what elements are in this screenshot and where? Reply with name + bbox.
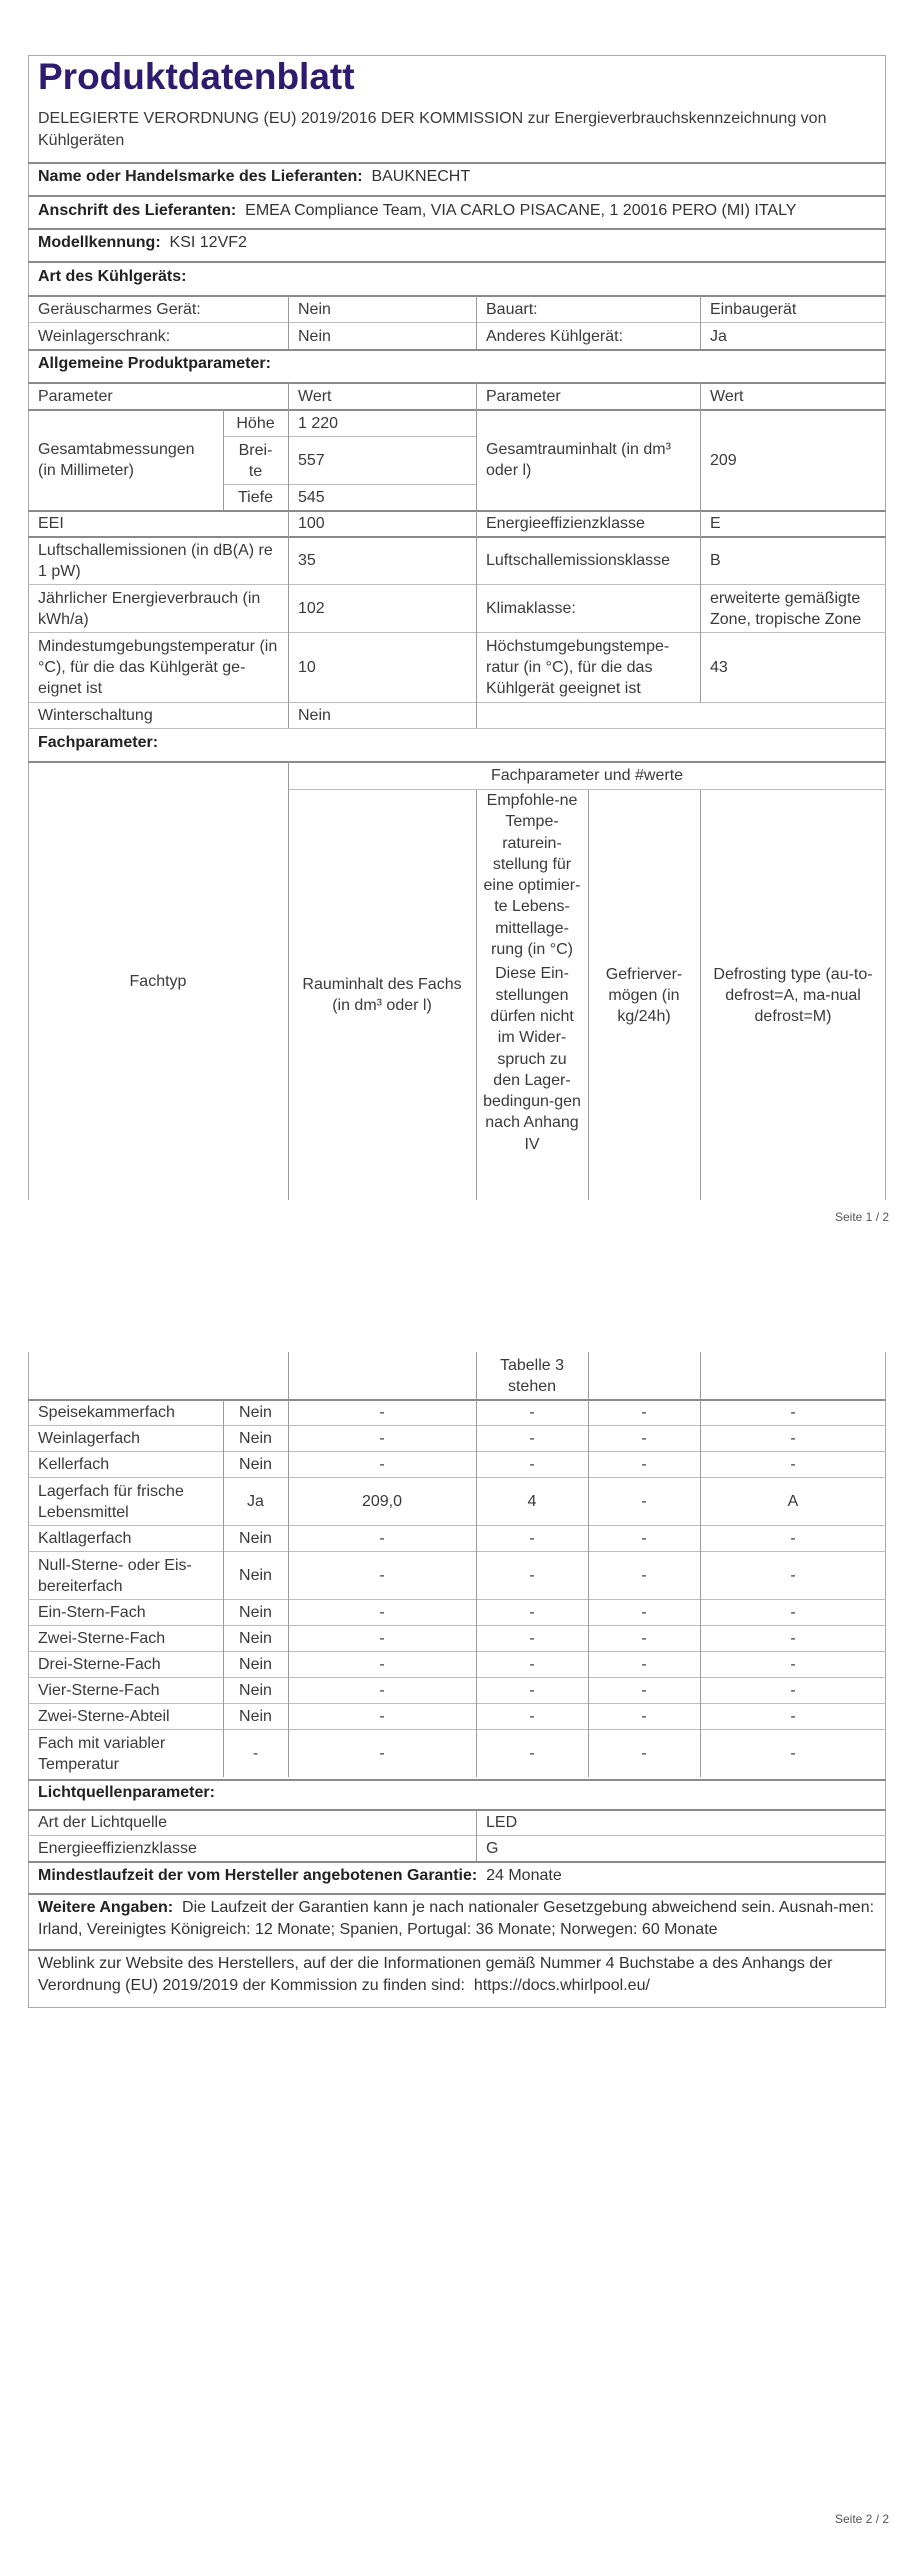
type-row2-l2: Anderes Kühlgerät: <box>486 327 623 345</box>
dim-value-height: 1 220 <box>298 414 339 432</box>
divider <box>588 1400 589 1777</box>
general-row-noise-v1: 35 <box>298 552 316 569</box>
divider <box>28 1779 886 1781</box>
supplier-value: BAUKNECHT <box>371 168 471 185</box>
compartment-present-cell: Nein <box>239 1530 272 1547</box>
divider <box>476 790 477 1200</box>
compartment-name-cell: Fach mit variabler Temperatur <box>38 1734 166 1773</box>
compartment-volume-cell: - <box>379 1682 385 1699</box>
comp-col-temp-part3: Tabelle 3 stehen <box>499 1356 565 1395</box>
general-row-energy-v2: erweiterte gemäßigte Zone, tropische Zone <box>710 589 862 628</box>
compartment-defrost-cell: - <box>790 1456 796 1473</box>
warranty-line <box>38 1865 562 1887</box>
compartment-freeze-cell: - <box>641 1456 647 1473</box>
dim-value-depth: 545 <box>298 489 325 506</box>
model-label: Modellkennung: <box>38 234 161 251</box>
compartment-freeze-cell: - <box>641 1708 647 1725</box>
further-info <box>38 1897 878 1941</box>
compartment-freeze-cell: - <box>641 1493 647 1510</box>
comp-group-header: Fachparameter und #werte <box>490 767 684 784</box>
compartment-temp-cell: - <box>529 1404 535 1421</box>
compartment-volume-cell: - <box>379 1567 385 1584</box>
general-row-temp-l2: Höchstumgebungstempe-ratur (in °C), für die das Kühlgerät geeignet ist <box>486 638 670 697</box>
type-row2-v2: Ja <box>710 327 727 345</box>
general-row-temp-v1: 10 <box>298 659 316 676</box>
compartment-present-cell: Nein <box>239 1682 272 1699</box>
warranty-value: 24 Monate <box>486 1867 562 1884</box>
general-row-noise-v2: B <box>710 552 721 569</box>
compartment-defrost-cell: - <box>790 1682 796 1699</box>
type-heading: Art des Kühlgeräts: <box>38 268 187 285</box>
compartment-present-cell: Nein <box>239 1630 272 1647</box>
compartment-volume-cell: - <box>379 1656 385 1673</box>
compartment-defrost-cell: - <box>790 1530 796 1547</box>
light-class-value: G <box>486 1840 499 1857</box>
compartment-name-cell: Speisekammerfach <box>38 1404 175 1421</box>
divider <box>28 1893 886 1895</box>
compartment-volume-cell: - <box>379 1745 385 1762</box>
general-h-value: Wert <box>298 387 332 405</box>
compartment-temp-cell: - <box>529 1604 535 1621</box>
divider <box>28 1949 886 1951</box>
type-row2-v1: Nein <box>298 327 331 345</box>
compartment-name-cell: Null-Sterne- oder Eis-bereiterfach <box>38 1556 192 1595</box>
compartment-temp-cell: - <box>529 1745 535 1762</box>
divider <box>288 1352 289 1399</box>
type-row1-v1: Nein <box>298 300 331 318</box>
compartment-freeze-cell: - <box>641 1430 647 1447</box>
weblink-url[interactable]: https://docs.whirlpool.eu/ <box>473 1977 650 1994</box>
compartment-defrost-cell: - <box>790 1708 796 1725</box>
address-line <box>38 200 796 222</box>
model-line <box>38 232 247 254</box>
general-row-eei-v2: E <box>710 515 721 532</box>
weblink <box>38 1953 878 1997</box>
comp-col-volume: Rauminhalt des Fachs (in dm³ oder l) <box>302 976 462 1014</box>
compartment-volume-cell: - <box>379 1456 385 1473</box>
further-value: Die Laufzeit der Garantien kann je nach nationaler Gesetzgebung abweichend sein. Ausnah-men: Irland, Vereinigtes Königreich: 12 Monate; Spanien, Portugal: 36 Monate; Norwegen: 60 Monate <box>38 1899 875 1938</box>
compartment-name-cell: Vier-Sterne-Fach <box>38 1682 160 1699</box>
supplier-label: Name oder Handelsmarke des Lieferanten: <box>38 168 363 185</box>
address-value: EMEA Compliance Team, VIA CARLO PISACANE, 1 20016 PERO (MI) ITALY <box>245 202 797 219</box>
compartment-freeze-cell: - <box>641 1682 647 1699</box>
compartment-temp-cell: - <box>529 1530 535 1547</box>
comp-col-temp-part1: Empfohle-ne Tempe-raturein-stellung für eine optimier-te Lebens-mittellage-rung (in °C) <box>483 792 581 959</box>
type-row1-l2: Bauart: <box>486 300 538 318</box>
comp-col-type: Fachtyp <box>129 972 187 990</box>
compartment-volume-cell: - <box>379 1604 385 1621</box>
divider <box>476 296 477 349</box>
divider <box>476 1400 477 1777</box>
compartment-present-cell: Nein <box>239 1430 272 1447</box>
divider <box>28 228 886 230</box>
address-label: Anschrift des Lieferanten: <box>38 202 237 219</box>
compartment-defrost-cell: - <box>790 1745 796 1762</box>
general-row-temp-l1: Mindestumgebungstemperatur (in °C), für die das Kühlgerät ge-eignet ist <box>38 638 278 697</box>
divider <box>700 511 701 702</box>
type-row2-l1: Weinlagerschrank: <box>38 327 171 345</box>
compartment-name-cell: Zwei-Sterne-Abteil <box>38 1708 170 1725</box>
divider <box>700 1400 701 1777</box>
winter-label: Winterschaltung <box>38 707 153 724</box>
compartment-present-cell: Nein <box>239 1604 272 1621</box>
compartment-volume-cell: - <box>379 1530 385 1547</box>
compartment-present-cell: Nein <box>239 1404 272 1421</box>
compartment-freeze-cell: - <box>641 1745 647 1762</box>
compartment-volume-cell: - <box>379 1430 385 1447</box>
subtitle: DELEGIERTE VERORDNUNG (EU) 2019/2016 DER KOMMISSION zur Energieverbrauchskennzeichnung von Kühlgeräten <box>38 110 827 149</box>
general-row-noise-l1: Luftschallemissionen (in dB(A) re 1 pW) <box>38 541 273 580</box>
compartment-temp-cell: - <box>529 1630 535 1647</box>
divider <box>288 511 289 728</box>
divider <box>476 1810 477 1861</box>
compartments-heading: Fachparameter: <box>38 734 159 751</box>
page-title: Produktdatenblatt <box>38 56 355 97</box>
general-row-energy-v1: 102 <box>298 600 325 617</box>
compartment-freeze-cell: - <box>641 1567 647 1584</box>
comp-col-defrost: Defrosting type (au-to-defrost=A, ma-nual defrost=M) <box>713 965 873 1025</box>
winter-value: Nein <box>298 707 331 724</box>
compartment-name-cell: Lagerfach für frische Lebensmittel <box>38 1482 184 1521</box>
compartment-freeze-cell: - <box>641 1630 647 1647</box>
comp-col-temp <box>476 790 588 1155</box>
compartment-present-cell: Nein <box>239 1456 272 1473</box>
divider <box>28 1861 886 1863</box>
supplier-line <box>38 166 470 188</box>
compartment-present-cell: Nein <box>239 1708 272 1725</box>
page-number-2: Seite 2 / 2 <box>835 2512 890 2526</box>
compartment-freeze-cell: - <box>641 1656 647 1673</box>
compartment-name-cell: Kellerfach <box>38 1456 110 1473</box>
dim-name-width: Brei- te <box>238 441 273 480</box>
compartment-name-cell: Zwei-Sterne-Fach <box>38 1630 166 1647</box>
compartment-name-cell: Kaltlagerfach <box>38 1530 132 1547</box>
comp-col-temp-part2: Diese Ein-stellungen dürfen nicht im Wider-spruch zu den Lager-bedingun-gen nach Anhang IV <box>483 965 581 1153</box>
dim-name-height: Höhe <box>236 414 275 432</box>
divider <box>28 195 886 197</box>
general-h-value2: Wert <box>710 387 744 405</box>
compartment-temp-cell: 4 <box>527 1493 537 1510</box>
divider <box>28 728 886 729</box>
model-value: KSI 12VF2 <box>169 234 247 251</box>
page-number-1: Seite 1 / 2 <box>835 1210 890 1224</box>
compartment-present-cell: Nein <box>239 1656 272 1673</box>
type-row1-l1: Geräuscharmes Gerät: <box>38 300 201 318</box>
divider <box>476 383 477 510</box>
general-heading: Allgemeine Produktparameter: <box>38 355 271 372</box>
volume-value: 209 <box>710 451 737 469</box>
light-class-label: Energieeffizienzklasse <box>38 1840 197 1857</box>
compartment-temp-cell: - <box>529 1430 535 1447</box>
compartment-defrost-cell: - <box>790 1656 796 1673</box>
divider <box>288 296 289 349</box>
compartment-name-cell: Drei-Sterne-Fach <box>38 1656 161 1673</box>
compartment-temp-cell: - <box>529 1708 535 1725</box>
general-row-energy-l1: Jährlicher Energieverbrauch (in kWh/a) <box>38 589 261 628</box>
divider <box>288 1400 289 1777</box>
general-row-energy-l2: Klimaklasse: <box>486 600 576 617</box>
further-label: Weitere Angaben: <box>38 1899 174 1916</box>
warranty-label: Mindestlaufzeit der vom Hersteller angebotenen Garantie: <box>38 1867 478 1884</box>
compartment-present-cell: Ja <box>247 1493 264 1510</box>
compartment-defrost-cell: - <box>790 1430 796 1447</box>
compartment-defrost-cell: - <box>790 1404 796 1421</box>
compartment-defrost-cell: A <box>787 1493 799 1510</box>
compartment-temp-cell: - <box>529 1682 535 1699</box>
light-heading: Lichtquellenparameter: <box>38 1784 215 1801</box>
general-h-param: Parameter <box>38 387 113 405</box>
compartment-name-cell: Weinlagerfach <box>38 1430 140 1447</box>
general-h-param2: Parameter <box>486 387 561 405</box>
divider <box>476 511 477 728</box>
divider <box>288 762 289 1200</box>
light-type-value: LED <box>486 1814 518 1831</box>
compartment-freeze-cell: - <box>641 1530 647 1547</box>
compartment-present-cell: - <box>252 1745 259 1762</box>
divider <box>28 349 886 351</box>
compartment-volume-cell: - <box>379 1708 385 1725</box>
general-row-eei-l1: EEI <box>38 515 64 532</box>
compartment-freeze-cell: - <box>641 1604 647 1621</box>
comp-col-freeze: Gefrierver-mögen (in kg/24h) <box>605 965 683 1025</box>
compartment-volume-cell: - <box>379 1404 385 1421</box>
compartment-volume-cell: - <box>379 1630 385 1647</box>
divider <box>700 383 701 510</box>
compartment-freeze-cell: - <box>641 1404 647 1421</box>
type-row1-v2: Einbaugerät <box>710 300 797 318</box>
compartment-present-cell: Nein <box>239 1567 272 1584</box>
divider <box>588 1352 589 1399</box>
divider <box>700 790 701 1200</box>
divider <box>288 383 289 510</box>
compartment-defrost-cell: - <box>790 1604 796 1621</box>
weblink-text: Weblink zur Website des Herstellers, auf der die Informationen gemäß Nummer 4 Buchstabe a des Anhangs der Verordnung (EU) 2019/2019 der Kommission zu finden sind: <box>38 1955 833 1994</box>
compartment-volume-cell: 209,0 <box>361 1493 403 1510</box>
compartment-temp-cell: - <box>529 1567 535 1584</box>
general-row-eei-l2: Energieeffizienzklasse <box>486 515 645 532</box>
compartment-defrost-cell: - <box>790 1567 796 1584</box>
compartment-defrost-cell: - <box>790 1630 796 1647</box>
divider <box>700 1352 701 1399</box>
dim-value-width: 557 <box>298 452 325 469</box>
divider <box>28 261 886 263</box>
general-row-noise-l2: Luftschallemissionsklasse <box>486 552 671 569</box>
compartment-temp-cell: - <box>529 1456 535 1473</box>
compartment-temp-cell: - <box>529 1656 535 1673</box>
volume-label: Gesamtrauminhalt (in dm³ oder l) <box>486 441 671 479</box>
divider <box>28 162 886 164</box>
dim-name-depth: Tiefe <box>238 489 273 506</box>
dims-label: Gesamtabmessungen (in Millimeter) <box>38 441 195 479</box>
general-row-temp-v2: 43 <box>710 659 728 676</box>
divider <box>588 790 589 1200</box>
general-row-eei-v1: 100 <box>298 515 325 532</box>
compartment-name-cell: Ein-Stern-Fach <box>38 1604 146 1621</box>
divider <box>223 1400 224 1777</box>
divider <box>700 296 701 349</box>
light-type-label: Art der Lichtquelle <box>38 1814 167 1831</box>
